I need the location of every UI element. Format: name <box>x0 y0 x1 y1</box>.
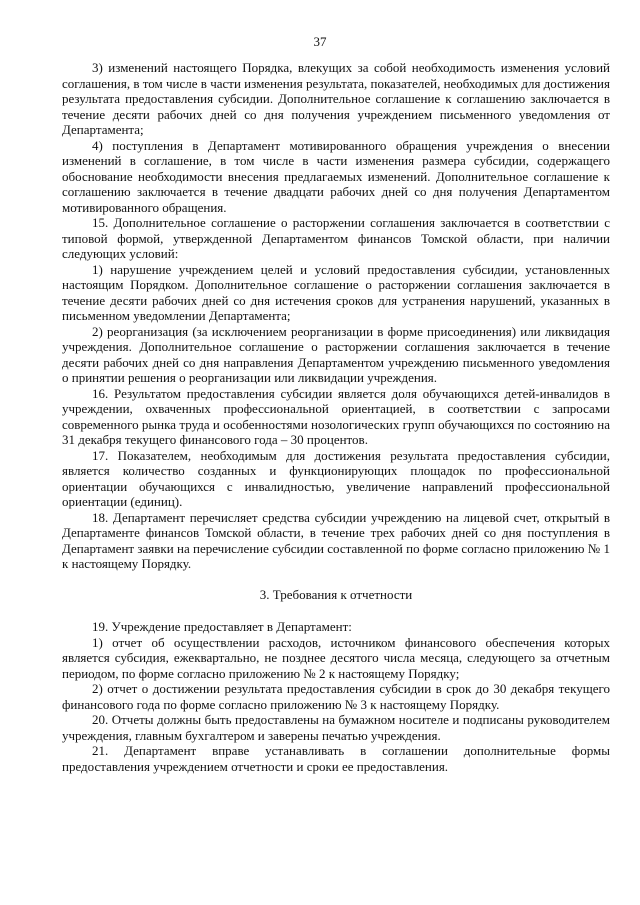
document-body <box>62 60 610 774</box>
paragraph-clause-18: 18. Департамент перечисляет средства субсидии учреждению на лицевой счет, открытый в Департаменте финансов Томской области, в течение трех рабочих дней со дня поступления в Департамент заявки на перечисление субсидии составленной по форме согласно приложению № 1 к настоящему Порядку. <box>62 509 610 571</box>
page-number: 37 <box>313 34 327 49</box>
paragraph-clause-15-item-2: 2) реорганизация (за исключением реорганизации в форме присоединения) или ликвидация учреждения. Дополнительное соглашение о расторжении соглашения заключается в течение десяти рабочих дней со дня направления Департаментом учреждению письменного уведомления о принятии решения о реорганизации или ликвидации учреждения. <box>62 323 610 385</box>
section-heading: 3. Требования к отчетности <box>259 586 413 602</box>
paragraph-item-3: 3) изменений настоящего Порядка, влекущих за собой необходимость изменения условий соглашения, в том числе в части изменения результата, показателей, необходимых для достижения результата предоставления субсидии. Дополнительное соглашение к соглашению заключается в течение десяти рабочих дней со дня получения учреждением письменного уведомления от Департамента; <box>62 60 610 137</box>
paragraph-clause-15-item-1: 1) нарушение учреждением целей и условий предоставления субсидии, установленных настоящим Порядком. Дополнительное соглашение о расторжении соглашения заключается в течение десяти рабочих дней со дня истечения сроков для устранения нарушений, указанных в письменном уведомлении Департамента; <box>62 261 610 323</box>
paragraph-clause-20: 20. Отчеты должны быть предоставлены на бумажном носителе и подписаны руководителем учреждения, главным бухгалтером и заверены печатью учреждения. <box>62 712 610 743</box>
paragraph-clause-19: 19. Учреждение предоставляет в Департамент: <box>92 619 352 634</box>
paragraph-clause-19-item-2: 2) отчет о достижении результата предоставления субсидии в срок до 30 декабря текущего финансового года по форме согласно приложению № 3 к настоящему Порядку. <box>62 681 610 712</box>
paragraph-clause-21: 21. Департамент вправе устанавливать в соглашении дополнительные формы предоставления учреждением отчетности и сроки ее предоставления. <box>62 743 610 774</box>
paragraph-clause-15: 15. Дополнительное соглашение о расторжении соглашения заключается в соответствии с типовой формой, утвержденной Департаментом финансов Томской области, при наличии следующих условий: <box>62 215 610 261</box>
paragraph-item-4: 4) поступления в Департамент мотивированного обращения учреждения о внесении изменений в соглашение, в том числе в части изменения размера субсидии, содержащего обоснование необходимости внесения предлагаемых изменений. Дополнительное соглашение к соглашению заключается в течение двадцати рабочих дней со дня получения Департаментом мотивированного обращения. <box>62 137 610 215</box>
paragraph-clause-16: 16. Результатом предоставления субсидии является доля обучающихся детей-инвалидов в учреждении, охваченных профессиональной ориентацией, в соответствии с запросами современного рынка труда и особенностями нозологических групп обучающихся по состоянию на 31 декабря текущего финансового года – 30 процентов. <box>62 385 610 447</box>
paragraph-clause-17: 17. Показателем, необходимым для достижения результата предоставления субсидии, является количество созданных и функционирующих площадок по профессиональной ориентации обучающихся с инвалидностью, увеличение направлений профессиональной ориентации (единиц). <box>62 447 610 509</box>
paragraph-clause-19-item-1: 1) отчет об осуществлении расходов, источником финансового обеспечения которых является субсидия, ежеквартально, не позднее десятого числа месяца, следующего за отчетным периодом, по форме согласно приложению № 2 к настоящему Порядку; <box>62 634 610 681</box>
